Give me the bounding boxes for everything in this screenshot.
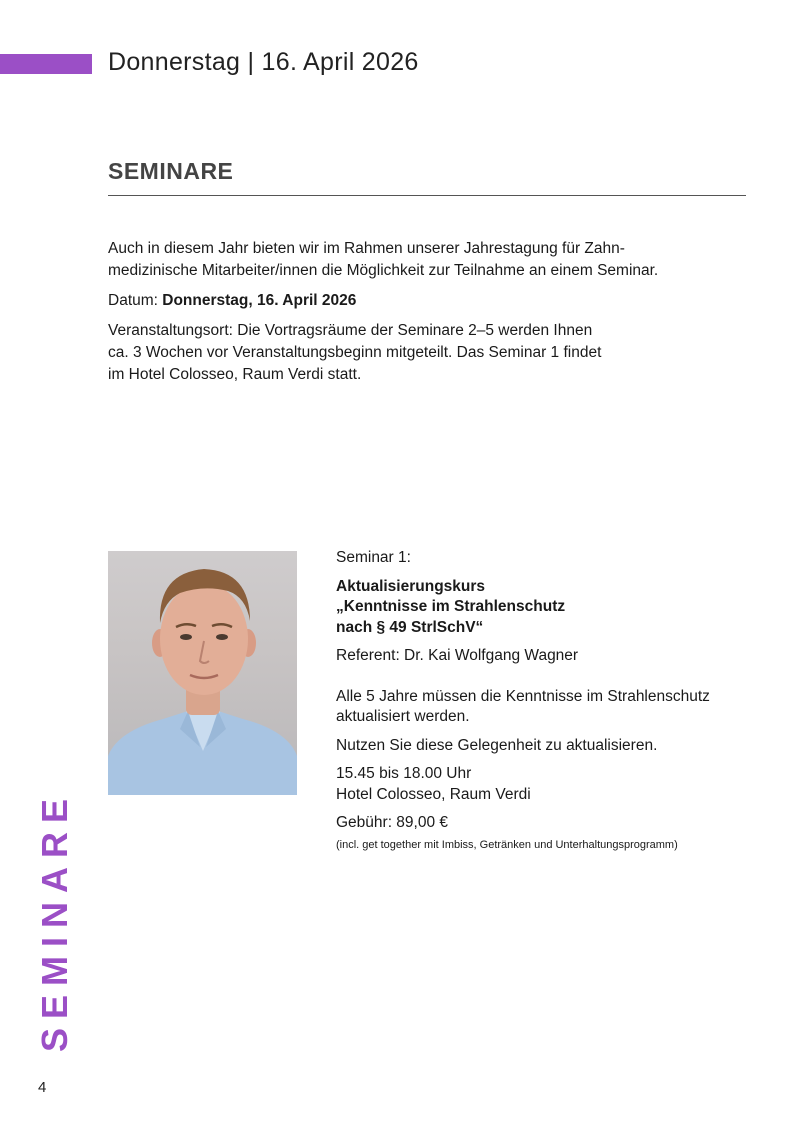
date-label: Datum: <box>108 292 163 309</box>
header-date: Donnerstag | 16. April 2026 <box>108 48 419 76</box>
venue-line: Veranstaltungsort: Die Vortragsräume der Seminare 2–5 werden Ihnen <box>108 322 593 339</box>
date-value: Donnerstag, 16. April 2026 <box>162 292 357 309</box>
seminar-label: Seminar 1: <box>336 549 411 566</box>
seminar-time: 15.45 bis 18.00 Uhr <box>336 765 472 782</box>
venue-line: ca. 3 Wochen vor Veranstaltungsbeginn mitgeteilt. Das Seminar 1 findet <box>108 344 602 361</box>
page-number: 4 <box>38 1079 47 1096</box>
intro-line: medizinische Mitarbeiter/innen die Möglichkeit zur Teilnahme an einem Seminar. <box>108 262 659 279</box>
section-title: SEMINARE <box>108 158 234 184</box>
intro-line: Auch in diesem Jahr bieten wir im Rahmen unserer Jahrestagung für Zahn- <box>108 240 625 257</box>
seminar-fee: Gebühr: 89,00 € <box>336 814 449 831</box>
intro-text <box>108 238 748 394</box>
seminar-schedule <box>336 764 756 805</box>
spacer <box>336 675 756 687</box>
seminar-location: Hotel Colosseo, Raum Verdi <box>336 785 531 803</box>
description-line: Alle 5 Jahre müssen die Kenntnisse im Strahlenschutz <box>336 687 710 705</box>
intro-paragraph <box>108 238 748 282</box>
speaker-photo <box>108 551 297 795</box>
seminar-referent: Referent: Dr. Kai Wolfgang Wagner <box>336 647 579 664</box>
seminar-description <box>336 687 756 728</box>
seminar-title <box>336 577 756 639</box>
venue-line: im Hotel Colosseo, Raum Verdi statt. <box>108 366 362 383</box>
description-line: aktualisiert werden. <box>336 708 470 725</box>
seminar-fee-note: (incl. get together mit Imbiss, Getränken und Unterhaltungsprogramm) <box>336 838 678 851</box>
seminar-call-to-action: Nutzen Sie diese Gelegenheit zu aktualisieren. <box>336 736 658 754</box>
accent-bar <box>0 54 92 74</box>
seminar-title-line: nach § 49 StrlSchV“ <box>336 618 484 636</box>
date-paragraph <box>108 290 748 312</box>
seminar-title-line: Aktualisierungskurs <box>336 577 486 595</box>
seminar-title-line: „Kenntnisse im Strahlenschutz <box>336 598 566 615</box>
seminar-1-details <box>336 548 756 852</box>
side-section-label: SEMINARE <box>34 789 75 1052</box>
title-divider <box>108 195 746 196</box>
venue-paragraph <box>108 320 748 386</box>
